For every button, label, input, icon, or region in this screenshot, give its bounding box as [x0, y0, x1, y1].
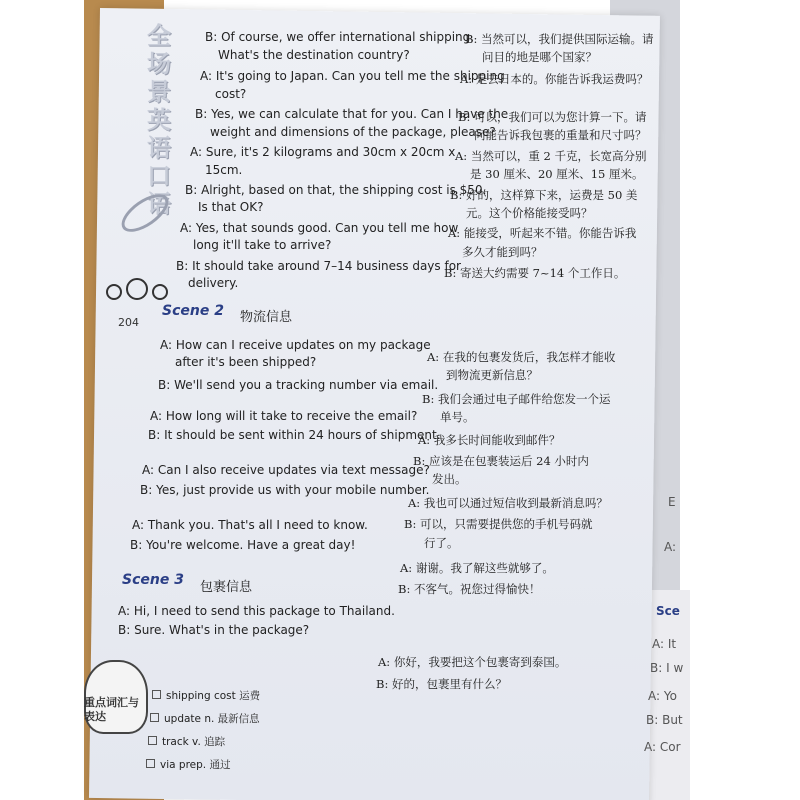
dialogue-line: delivery.	[188, 276, 239, 290]
dialogue-line: long it'll take to arrive?	[193, 238, 332, 252]
dialogue-line: cost?	[215, 87, 247, 101]
dialogue-line: A: Sure, it's 2 kilograms and 30cm x 20cm x	[190, 145, 456, 159]
dialogue-line-zh: 问能告诉我包裹的重量和尺寸吗？	[474, 128, 647, 142]
scene-3-line-zh: A: 你好，我要把这个包裹寄到泰国。	[378, 655, 567, 669]
dialogue-line-zh: A: 是去日本的。你能告诉我运费吗？	[460, 72, 649, 86]
scene-2-line: B: It should be sent within 24 hours of shipment.	[148, 428, 441, 442]
glossary-item: update n. 最新信息	[150, 711, 260, 726]
checkbox-icon	[152, 690, 161, 699]
scene-2-line: A: Thank you. That's all I need to know.	[132, 518, 368, 532]
scene-2-line: B: Yes, just provide us with your mobile number.	[140, 483, 430, 497]
scene-2-title-zh: 物流信息	[240, 310, 293, 325]
scene-2-line-zh: 到物流更新信息？	[446, 368, 538, 382]
page-number: 204	[118, 316, 139, 329]
scene-3-title-zh: 包裹信息	[200, 580, 253, 595]
dialogue-line: What's the destination country?	[218, 48, 410, 62]
dialogue-line-zh: B: 好的，这样算下来，运费是 50 美	[450, 188, 638, 202]
scene-2-line: A: Can I also receive updates via text message?	[142, 463, 430, 477]
dialogue-line-zh: 多久才能到吗？	[462, 245, 543, 259]
scene-3-title: Scene 3	[122, 572, 184, 588]
scene-2-line: A: How can I receive updates on my package	[160, 338, 431, 352]
checkbox-icon	[150, 713, 159, 722]
checkbox-icon	[146, 759, 155, 768]
scene-2-line-zh: 行了。	[424, 536, 459, 550]
scene-2-line-zh: A: 谢谢。我了解这些就够了。	[400, 561, 554, 575]
next-page-fragment: A: Yo	[648, 689, 677, 703]
side-title: 全场景英语口语	[147, 22, 171, 218]
dialogue-line: B: Yes, we can calculate that for you. Can I have the	[195, 107, 509, 121]
circle-decoration-icon	[106, 278, 172, 304]
next-page-fragment: B: I w	[650, 661, 684, 675]
dialogue-line: B: It should take around 7–14 business days for	[176, 259, 461, 273]
glossary-item: shipping cost 运费	[152, 688, 260, 703]
dialogue-line-zh: 问目的地是哪个国家？	[482, 50, 597, 64]
dialogue-line-zh: A: 当然可以，重 2 千克，长宽高分别	[455, 149, 647, 163]
scene-3-line: A: Hi, I need to send this package to Thailand.	[118, 604, 395, 618]
scene-2-line-zh: 发出。	[432, 472, 467, 486]
dialogue-line-zh: A: 能接受，听起来不错。你能告诉我	[448, 226, 637, 240]
scene-2-line: B: You're welcome. Have a great day!	[130, 538, 356, 552]
dialogue-line: B: Alright, based on that, the shipping cost is $50.	[185, 183, 487, 197]
scene-2-line-zh: B: 应该是在包裹装运后 24 小时内	[413, 454, 589, 468]
scene-3-line-zh: B: 好的，包裹里有什么？	[376, 677, 507, 691]
dialogue-line: 15cm.	[205, 163, 243, 177]
scene-2-line: A: How long will it take to receive the email?	[150, 409, 418, 423]
scene-2-title: Scene 2	[162, 303, 224, 319]
next-page-fragment: A: It	[652, 637, 677, 651]
scene-2-line-zh: B: 我们会通过电子邮件给您发一个运	[422, 392, 611, 406]
scene-2-line-zh: B: 不客气。祝您过得愉快！	[398, 582, 541, 596]
scene-3-line: B: Sure. What's in the package?	[118, 623, 310, 637]
checkbox-icon	[148, 736, 157, 745]
dialogue-line-zh: B: 寄送大约需要 7~14 个工作日。	[444, 266, 626, 280]
next-page-fragment: Sce	[656, 604, 680, 618]
scene-2-line-zh: B: 可以，只需要提供您的手机号码就	[404, 517, 593, 531]
mascot-label: 重点词汇与表达	[84, 696, 139, 723]
dialogue-line: weight and dimensions of the package, please?	[210, 125, 496, 139]
scene-2-line-zh: 单号。	[440, 410, 475, 424]
next-page-fragment: A:	[664, 540, 677, 554]
next-page-fragment: E	[668, 495, 676, 509]
next-page-fragment: B: But	[646, 713, 683, 727]
dialogue-line: A: It's going to Japan. Can you tell me the shipping	[200, 69, 505, 83]
next-page-fragment: A: Cor	[644, 740, 681, 754]
glossary-item: track v. 追踪	[148, 734, 225, 749]
glossary-item: via prep. 通过	[146, 757, 230, 772]
dialogue-line-zh: B: 可以，我们可以为您计算一下。请	[458, 110, 647, 124]
scene-2-line: after it's been shipped?	[175, 355, 317, 369]
dialogue-line: Is that OK?	[198, 200, 264, 214]
scene-2-line-zh: A: 在我的包裹发货后，我怎样才能收	[427, 350, 616, 364]
scene-2-line: B: We'll send you a tracking number via email.	[158, 378, 439, 392]
dialogue-line-zh: B: 当然可以，我们提供国际运输。请	[465, 32, 654, 46]
dialogue-line-zh: 是 30 厘米、20 厘米、15 厘米。	[470, 167, 644, 181]
scene-2-line-zh: A: 我也可以通过短信收到最新消息吗？	[408, 496, 608, 510]
dialogue-line: A: Yes, that sounds good. Can you tell me how	[180, 221, 459, 235]
scene-2-line-zh: A: 我多长时间能收到邮件？	[418, 433, 561, 447]
dialogue-line: B: Of course, we offer international shipping.	[205, 30, 475, 44]
dialogue-line-zh: 元。这个价格能接受吗？	[466, 206, 593, 220]
